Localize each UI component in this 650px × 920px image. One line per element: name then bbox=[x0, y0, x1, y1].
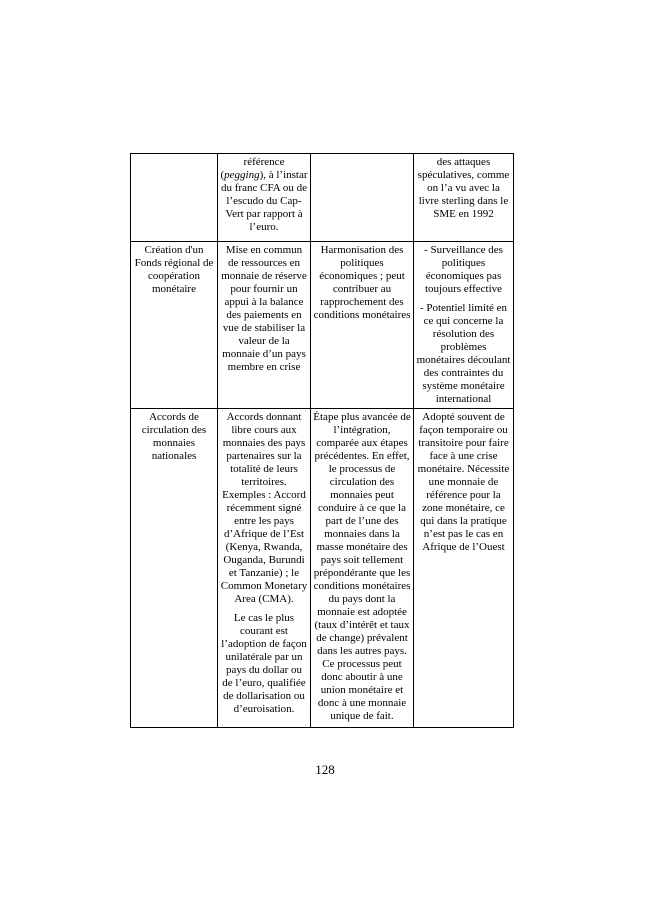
page-number: 128 bbox=[315, 762, 335, 777]
cell-paragraph: des attaques spéculatives, comme on l’a vu avec la livre sterling dans le SME en 1992 bbox=[417, 156, 510, 220]
italic-term: pegging bbox=[224, 169, 260, 181]
cell-r1-description bbox=[218, 154, 311, 242]
cell-paragraph: Étape plus avancée de l’intégration, comparée aux étapes précédentes. En effet, le processus de circulation des monnaies peut conduire à ce que la part de l’une des monnaies dans la masse monétaire des pays soit tellement prépondérante que les conditions monétaires du pays dont la monnaie est adoptée (taux d’intérêt et taux de change) prévalent dans les autres pays. Ce processus peut donc aboutir à une union monétaire et donc à une monnaie unique de fait. bbox=[313, 411, 411, 722]
cell-paragraph: Accords de circulation des monnaies nationales bbox=[141, 411, 207, 462]
cell-paragraph: Mise en commun de ressources en monnaie de réserve pour fournir un appui à la balance des paiements en vue de stabiliser la valeur de la monnaie d’un pays membre en crise bbox=[221, 244, 307, 373]
cell-r2-limits bbox=[414, 242, 514, 409]
cell-paragraph: Accords donnant libre cours aux monnaies des pays partenaires sur la totalité de leurs territoires. Exemples : Accord récemment signé entre les pays d’Afrique de l’Est (Kenya, Rwanda, Ouganda, Burundi et Tanzanie) ; le Common Monetary Area (CMA). bbox=[220, 411, 308, 605]
cell-r3-description bbox=[218, 409, 311, 728]
cell-r3-mechanism bbox=[131, 409, 218, 728]
text-run: référence ( bbox=[220, 156, 285, 181]
cell-r3-advantages bbox=[311, 409, 414, 728]
cell-r1-mechanism bbox=[131, 154, 218, 242]
cell-paragraph: - Potentiel limité en ce qui concerne la résolution des problèmes monétaires découlant des contraintes du système monétaire international bbox=[416, 302, 511, 405]
text-run: ), à l’instar du franc CFA ou de l’escudo du Cap-Vert par rapport à l’euro. bbox=[221, 169, 308, 233]
cell-r2-description bbox=[218, 242, 311, 409]
cell-r1-advantages bbox=[311, 154, 414, 242]
table-row-continuation bbox=[131, 154, 514, 242]
cell-paragraph: Création d'un Fonds régional de coopération monétaire bbox=[134, 244, 214, 295]
table-row-accords-circulation bbox=[131, 409, 514, 728]
table-row-fonds-regional bbox=[131, 242, 514, 409]
monetary-cooperation-table bbox=[130, 153, 514, 728]
cell-paragraph: Adopté souvent de façon temporaire ou transitoire pour faire face à une crise monétaire. Nécessite une monnaie de référence pour la zone monétaire, ce qui dans la pratique n’est pas le cas en Afrique de l’Ouest bbox=[417, 411, 510, 553]
cell-r2-mechanism bbox=[131, 242, 218, 409]
cell-paragraph: Harmonisation des politiques économiques ; peut contribuer au rapprochement des conditions monétaires bbox=[313, 244, 411, 321]
cell-paragraph bbox=[220, 156, 308, 234]
cell-r3-limits bbox=[414, 409, 514, 728]
cell-paragraph: Le cas le plus courant est l’adoption de façon unilatérale par un pays du dollar ou de l’euro, qualifiée de dollarisation ou d’euroisation. bbox=[221, 612, 307, 715]
cell-r1-limits bbox=[414, 154, 514, 242]
cell-paragraph: - Surveillance des politiques économiques pas toujours effective bbox=[424, 244, 503, 295]
cell-r2-advantages bbox=[311, 242, 414, 409]
